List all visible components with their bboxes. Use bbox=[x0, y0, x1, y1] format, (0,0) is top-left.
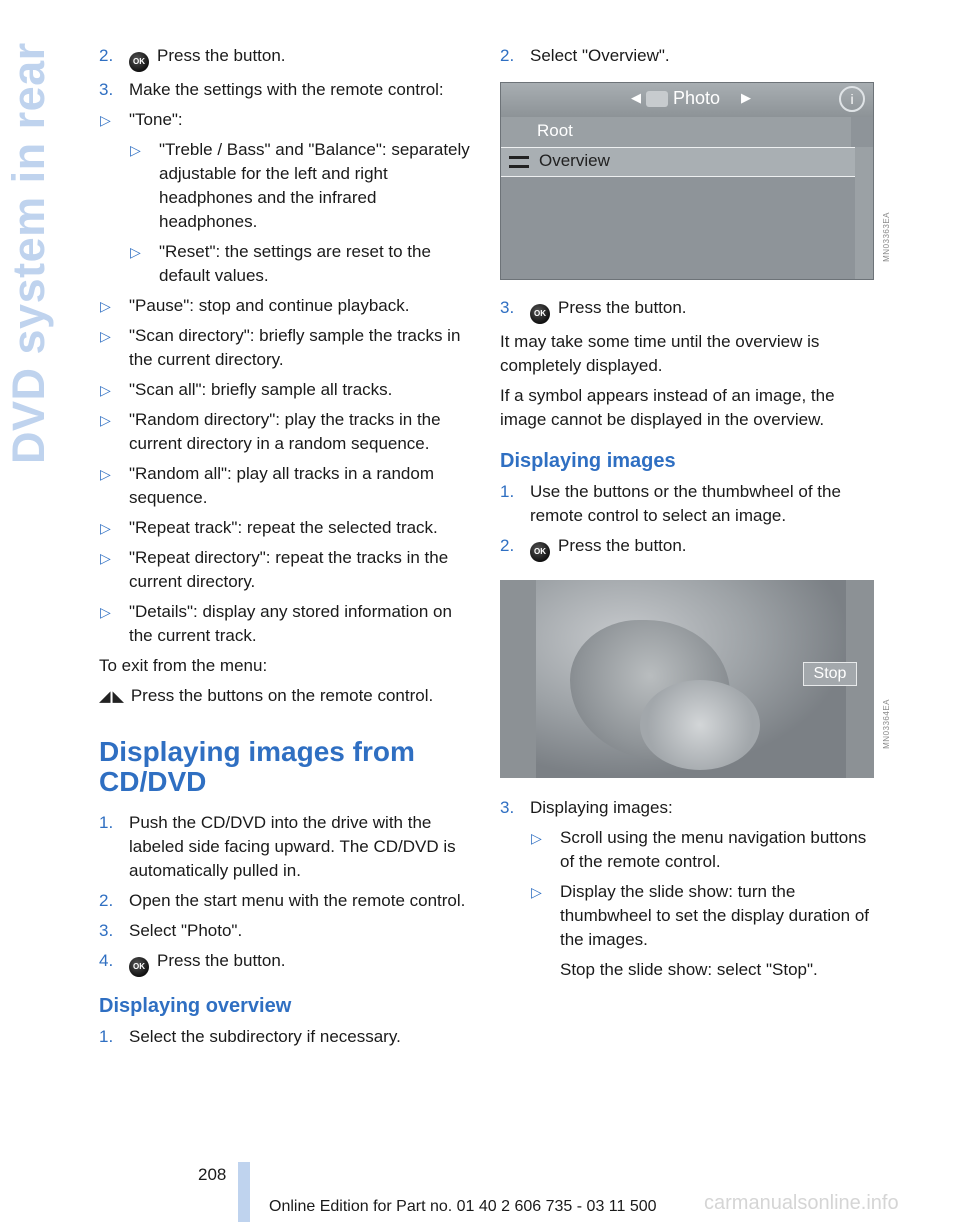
step-item: 3. OK Press the button. bbox=[500, 296, 880, 324]
sub-list-item: ▷ "Reset": the settings are reset to the default values. bbox=[130, 242, 431, 285]
section-heading: Displaying images from CD/DVD bbox=[99, 736, 415, 797]
sub-list-item: ▷ Display the slide show: turn the thumbwheel to set the display duration of the images. bbox=[531, 882, 870, 949]
paragraph: If a symbol appears instead of an image, the image cannot be displayed in the overview. bbox=[500, 386, 835, 429]
list-item: ▷ "Details": display any stored information on the current track. bbox=[100, 602, 452, 645]
left-column bbox=[99, 44, 475, 1055]
footer-text: Online Edition for Part no. 01 40 2 606 735 - 03 11 500 bbox=[269, 1198, 657, 1215]
step-item: 3. Displaying images: bbox=[500, 798, 673, 817]
prev-button-icon: ◢ bbox=[99, 688, 111, 705]
menu-item-root: Root bbox=[501, 117, 851, 147]
bullet-icon: ▷ bbox=[130, 244, 141, 260]
exit-instruction: ◢ ◣ Press the buttons on the remote control. bbox=[99, 684, 475, 709]
figure-code: MN03364EA bbox=[882, 699, 891, 749]
bullet-icon: ▷ bbox=[100, 412, 111, 428]
paragraph: It may take some time until the overview is completely displayed. bbox=[500, 332, 820, 375]
list-item: ▷ "Random directory": play the tracks in the current directory in a random sequence. bbox=[100, 410, 441, 453]
ok-button-icon: OK bbox=[530, 542, 550, 562]
bullet-icon: ▷ bbox=[531, 830, 542, 846]
subsection-heading: Displaying overview bbox=[99, 995, 292, 1017]
chevron-right-icon: ▶ bbox=[741, 90, 751, 105]
step-item: 2. Open the start menu with the remote control. bbox=[99, 891, 466, 910]
ok-button-icon: OK bbox=[129, 957, 149, 977]
camera-icon bbox=[646, 91, 668, 107]
list-item: ▷ "Repeat directory": repeat the tracks in the current directory. bbox=[100, 548, 449, 591]
step-item: 1. Push the CD/DVD into the drive with the labeled side facing upward. The CD/DVD is automatically pulled in. bbox=[99, 813, 456, 880]
stop-button: Stop bbox=[803, 662, 857, 686]
chevron-left-icon: ◀ bbox=[631, 90, 641, 105]
bullet-icon: ▷ bbox=[100, 520, 111, 536]
page-number: 208 bbox=[198, 1165, 227, 1184]
ok-button-icon: OK bbox=[530, 304, 550, 324]
subsection-heading: Displaying images bbox=[500, 450, 676, 472]
list-item: ▷ "Random all": play all tracks in a random sequence. bbox=[100, 464, 434, 507]
list-item: ▷ "Tone": bbox=[99, 108, 475, 132]
bullet-icon: ▷ bbox=[100, 328, 111, 344]
footer-accent-bar bbox=[238, 1162, 250, 1222]
bullet-icon: ▷ bbox=[100, 604, 111, 620]
step-item: 4. OK Press the button. bbox=[99, 949, 475, 977]
ok-button-icon: OK bbox=[129, 52, 149, 72]
step-item: 2. Select "Overview". bbox=[500, 46, 670, 65]
side-section-title: DVD system in rear bbox=[3, 42, 54, 464]
bullet-icon: ▷ bbox=[100, 550, 111, 566]
paragraph: Stop the slide show: select "Stop". bbox=[560, 960, 818, 979]
watermark: carmanualsonline.info bbox=[704, 1192, 899, 1214]
figure-code: MN03363EA bbox=[882, 212, 891, 262]
info-icon: i bbox=[839, 86, 865, 112]
step-item: 1. Use the buttons or the thumbwheel of the remote control to select an image. bbox=[500, 482, 841, 525]
list-item: ▷ "Scan all": briefly sample all tracks. bbox=[99, 378, 475, 402]
bullet-icon: ▷ bbox=[100, 298, 111, 314]
slideshow-screenshot bbox=[500, 580, 874, 778]
bullet-icon: ▷ bbox=[100, 466, 111, 482]
grid-icon bbox=[509, 156, 529, 168]
step-item: 2. OK Press the button. bbox=[500, 534, 880, 562]
bullet-icon: ▷ bbox=[100, 112, 111, 128]
right-column bbox=[500, 44, 891, 988]
menu-item-overview: Overview bbox=[501, 147, 857, 177]
exit-label: To exit from the menu: bbox=[99, 656, 268, 675]
list-item: ▷ "Pause": stop and continue playback. bbox=[99, 294, 475, 318]
bullet-icon: ▷ bbox=[130, 142, 141, 158]
photo-menu-screenshot bbox=[500, 82, 874, 280]
step-item: 3. Make the settings with the remote control: bbox=[99, 80, 444, 99]
screen-header bbox=[501, 83, 873, 117]
sub-list-item: ▷ "Treble / Bass" and "Balance": separately adjustable for the left and right headphones and the infrared headphones. bbox=[130, 140, 470, 231]
bullet-icon: ▷ bbox=[531, 884, 542, 900]
list-item: ▷ "Scan directory": briefly sample the tracks in the current directory. bbox=[100, 326, 461, 369]
list-item: ▷ "Repeat track": repeat the selected track. bbox=[99, 516, 475, 540]
step-item: 2. OK Press the button. bbox=[99, 44, 475, 72]
back-button-icon: ◣ bbox=[112, 688, 125, 705]
step-item: 1. Select the subdirectory if necessary. bbox=[99, 1027, 401, 1046]
sub-list-item: ▷ Scroll using the menu navigation buttons of the remote control. bbox=[531, 828, 867, 871]
screen-scrollbar bbox=[855, 147, 873, 280]
bullet-icon: ▷ bbox=[100, 382, 111, 398]
step-item: 3. Select "Photo". bbox=[99, 921, 243, 940]
screen-title: Photo bbox=[673, 88, 721, 108]
